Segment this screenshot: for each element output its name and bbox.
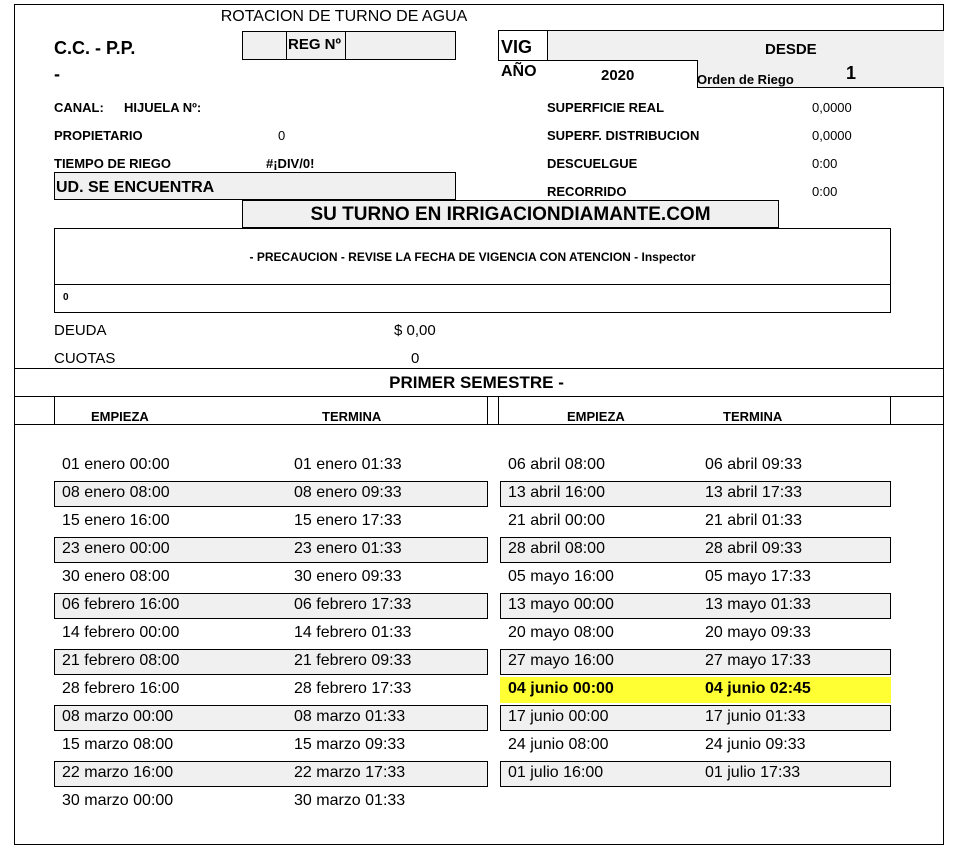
superf-distribucion-value: 0,0000 <box>812 128 852 143</box>
start-datetime: 08 marzo 00:00 <box>62 708 174 725</box>
start-datetime: 21 febrero 08:00 <box>62 652 180 669</box>
descuelgue-value: 0:00 <box>812 156 838 171</box>
start-datetime: 06 febrero 16:00 <box>62 596 180 613</box>
column-header-line-b <box>487 396 488 424</box>
left-end-header: TERMINA <box>322 409 382 424</box>
end-datetime: 05 mayo 17:33 <box>705 568 811 585</box>
start-datetime: 20 mayo 08:00 <box>508 624 614 641</box>
start-datetime: 01 enero 00:00 <box>62 456 170 473</box>
start-datetime: 23 enero 00:00 <box>62 540 170 557</box>
end-datetime: 01 enero 01:33 <box>294 456 402 473</box>
start-datetime: 05 mayo 16:00 <box>508 568 614 585</box>
column-header-line-a <box>54 396 55 424</box>
desde-label: DESDE <box>765 41 817 58</box>
start-datetime: 28 abril 08:00 <box>508 540 605 557</box>
hijuela-label: HIJUELA Nº: <box>124 100 202 115</box>
column-header-bottom-line <box>14 424 944 425</box>
start-datetime: 13 mayo 00:00 <box>508 596 614 613</box>
end-datetime: 22 marzo 17:33 <box>294 764 406 781</box>
tiempo-riego-value: #¡DIV/0! <box>266 156 315 171</box>
descuelgue-label: DESCUELGUE <box>547 156 638 171</box>
end-datetime: 08 marzo 01:33 <box>294 708 406 725</box>
start-datetime: 08 enero 08:00 <box>62 484 170 501</box>
start-datetime: 15 marzo 08:00 <box>62 736 174 753</box>
start-datetime: 27 mayo 16:00 <box>508 652 614 669</box>
end-datetime: 14 febrero 01:33 <box>294 624 412 641</box>
semester-divider <box>14 396 944 397</box>
end-datetime: 21 abril 01:33 <box>705 512 802 529</box>
semester-top-line <box>14 368 944 369</box>
orden-label: Orden de Riego <box>697 72 794 87</box>
notice-value: 0 <box>63 292 69 303</box>
superf-distribucion-label: SUPERF. DISTRIBUCION <box>547 128 700 143</box>
start-datetime: 15 enero 16:00 <box>62 512 170 529</box>
end-datetime: 30 marzo 01:33 <box>294 792 406 809</box>
superficie-real-label: SUPERFICIE REAL <box>547 100 665 115</box>
canal-label: CANAL: <box>54 100 104 115</box>
start-datetime: 28 febrero 16:00 <box>62 680 180 697</box>
recorrido-label: RECORRIDO <box>547 184 627 199</box>
end-datetime: 27 mayo 17:33 <box>705 652 811 669</box>
tiempo-riego-label: TIEMPO DE RIEGO <box>54 156 172 171</box>
start-datetime: 24 junio 08:00 <box>508 736 609 753</box>
ud-label: UD. SE ENCUENTRA <box>56 179 215 196</box>
orden-value: 1 <box>846 63 857 83</box>
end-datetime: 01 julio 17:33 <box>705 764 801 781</box>
end-datetime: 15 marzo 09:33 <box>294 736 406 753</box>
propietario-label: PROPIETARIO <box>54 128 143 143</box>
end-datetime: 08 enero 09:33 <box>294 484 402 501</box>
start-datetime: 14 febrero 00:00 <box>62 624 180 641</box>
end-datetime: 04 junio 02:45 <box>705 680 811 697</box>
column-header-line-c <box>498 396 499 424</box>
page-title: ROTACION DE TURNO DE AGUA <box>220 8 468 25</box>
start-datetime: 04 junio 00:00 <box>508 680 614 697</box>
reg-box <box>242 31 456 60</box>
semester-title: PRIMER SEMESTRE - <box>389 373 564 392</box>
end-datetime: 28 febrero 17:33 <box>294 680 412 697</box>
reg-label: REG Nº <box>288 36 341 53</box>
notice-text: - PRECAUCION - REVISE LA FECHA DE VIGENCIA CON ATENCION - Inspector <box>249 250 696 264</box>
start-datetime: 06 abril 08:00 <box>508 456 605 473</box>
notice-box <box>54 228 891 285</box>
end-datetime: 21 febrero 09:33 <box>294 652 412 669</box>
end-datetime: 30 enero 09:33 <box>294 568 402 585</box>
start-datetime: 17 junio 00:00 <box>508 708 609 725</box>
anio-label: AÑO <box>501 63 537 80</box>
propietario-value: 0 <box>278 128 286 143</box>
notice-value-box <box>54 284 891 313</box>
end-datetime: 20 mayo 09:33 <box>705 624 811 641</box>
start-datetime: 21 abril 00:00 <box>508 512 605 529</box>
end-datetime: 13 abril 17:33 <box>705 484 802 501</box>
end-datetime: 28 abril 09:33 <box>705 540 802 557</box>
right-end-header: TERMINA <box>723 409 783 424</box>
left-start-header: EMPIEZA <box>91 409 149 424</box>
end-datetime: 24 junio 09:33 <box>705 736 806 753</box>
end-datetime: 06 abril 09:33 <box>705 456 802 473</box>
vig-label: VIG <box>501 37 533 57</box>
start-datetime: 30 marzo 00:00 <box>62 792 174 809</box>
end-datetime: 15 enero 17:33 <box>294 512 402 529</box>
start-datetime: 01 julio 16:00 <box>508 764 604 781</box>
start-datetime: 13 abril 16:00 <box>508 484 605 501</box>
end-datetime: 17 junio 01:33 <box>705 708 806 725</box>
website-banner <box>242 200 779 228</box>
deuda-value: $ 0,00 <box>394 322 436 339</box>
cc-pp-label: C.C. - P.P. <box>54 38 136 58</box>
website-banner-text: SU TURNO EN IRRIGACIONDIAMANTE.COM <box>310 204 711 225</box>
end-datetime: 23 enero 01:33 <box>294 540 402 557</box>
start-datetime: 30 enero 08:00 <box>62 568 170 585</box>
end-datetime: 13 mayo 01:33 <box>705 596 811 613</box>
recorrido-value: 0:00 <box>812 184 838 199</box>
cc-pp-dash: - <box>54 64 60 84</box>
deuda-label: DEUDA <box>54 322 107 339</box>
cuotas-label: CUOTAS <box>54 350 116 367</box>
right-start-header: EMPIEZA <box>567 409 625 424</box>
cuotas-value: 0 <box>411 350 420 367</box>
end-datetime: 06 febrero 17:33 <box>294 596 412 613</box>
anio-value: 2020 <box>601 67 635 84</box>
column-header-line-d <box>890 396 891 424</box>
superficie-real-value: 0,0000 <box>812 100 852 115</box>
start-datetime: 22 marzo 16:00 <box>62 764 174 781</box>
